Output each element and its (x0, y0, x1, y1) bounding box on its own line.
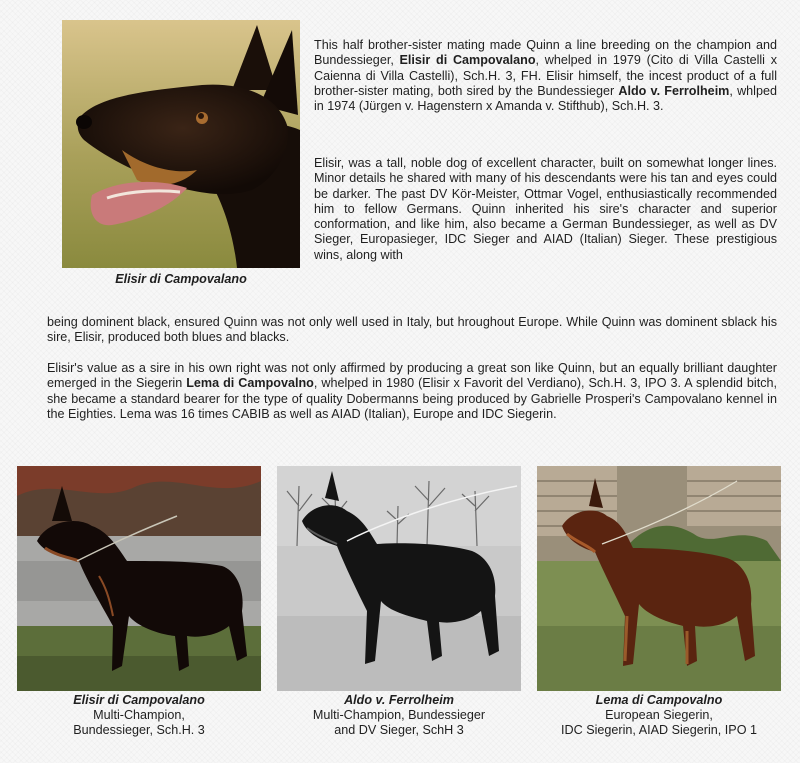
top-photo-caption-text: Elisir di Campovalano (115, 272, 247, 286)
gallery-caption-lema-line1: European Siegerin, (605, 708, 713, 722)
gallery-caption-aldo-line2: and DV Sieger, SchH 3 (334, 723, 464, 737)
p1-text-3: , whlped in 1974 (Jürgen v. Hagenstern x Amanda v. Stifthub), Sch.H. 3. (314, 83, 777, 114)
gallery-caption-elisir-name: Elisir di Campovalano (73, 693, 205, 707)
gallery-photo-lema (537, 466, 781, 691)
p1-bold-aldo: Aldo v. Ferrolheim (618, 83, 730, 98)
p2-text: Elisir, was a tall, noble dog of excellent character, built on somewhat longer lines. Minor details he shared with many of his descendants were his tan and eyes could be darker. The past DV Kör-Meister, Ottmar Vogel, enthusiastically recommended him to fellow Germans. Quinn inherited his sire's character and superior conformation, and like him, also became a German Bundessieger, as well as DV Sieger, Europasieger, IDC Sieger and AIAD (Italian) Sieger. These prestigious wins, along with (314, 156, 777, 262)
gallery-caption-aldo (277, 693, 521, 738)
gallery-photo-aldo (277, 466, 521, 691)
gallery-caption-lema-name: Lema di Campovalno (595, 693, 723, 707)
top-photo-caption (62, 272, 300, 287)
gallery-caption-lema-line2: IDC Siegerin, AIAD Siegerin, IPO 1 (561, 723, 757, 737)
paragraph-4 (47, 361, 777, 422)
p3-text: being dominent black, ensured Quinn was not only well used in Italy, but hroughout Europe. While Quinn was dominent sblack his sire, Elisir, produced both blues and blacks. (47, 315, 777, 345)
paragraph-2 (314, 156, 777, 263)
p1-text-1: This half brother-sister mating made Quinn a line breeding on the champion and Bundessieger, (314, 38, 777, 68)
p1-bold-elisir: Elisir di Campovalano (399, 53, 536, 68)
gallery-caption-elisir (17, 693, 261, 738)
p4-bold-lema: Lema di Campovalno (186, 376, 314, 391)
p4-text-1: Elisir's value as a sire in his own right was not only affirmed by producing a great son like Quinn, but an equally brilliant daughter emerged in the Siegerin (47, 361, 777, 391)
gallery-photo-elisir (17, 466, 261, 691)
gallery-caption-aldo-name: Aldo v. Ferrolheim (344, 693, 454, 707)
p1-text-2: , whelped in 1979 (Cito di Villa Castelli x Caienna di Villa Castelli), Sch.H. 3, FH. Elisir himself, the incest product of a full brother-sister mating, both sired by the Bundessieger (314, 53, 777, 98)
elisir-portrait-photo (62, 20, 300, 268)
gallery-caption-elisir-line2: Bundessieger, Sch.H. 3 (73, 723, 205, 737)
p4-text-2: , whelped in 1980 (Elisir x Favorit del Verdiano), Sch.H. 3, IPO 3. A splendid bitch, she became a standard bearer for the type of quality Dobermanns being produced by Gabrielle Prosperi's Campovalano kennel in the Eighties. Lema was 16 times CABIB as well as AIAD (Italian), Europe and IDC Siegerin. (47, 376, 777, 421)
gallery-caption-aldo-line1: Multi-Champion, Bundessieger (312, 708, 486, 722)
paragraph-1 (314, 38, 777, 114)
gallery-caption-elisir-line1: Multi-Champion, (93, 708, 185, 722)
paragraph-3 (47, 315, 777, 346)
gallery-caption-lema (527, 693, 791, 738)
